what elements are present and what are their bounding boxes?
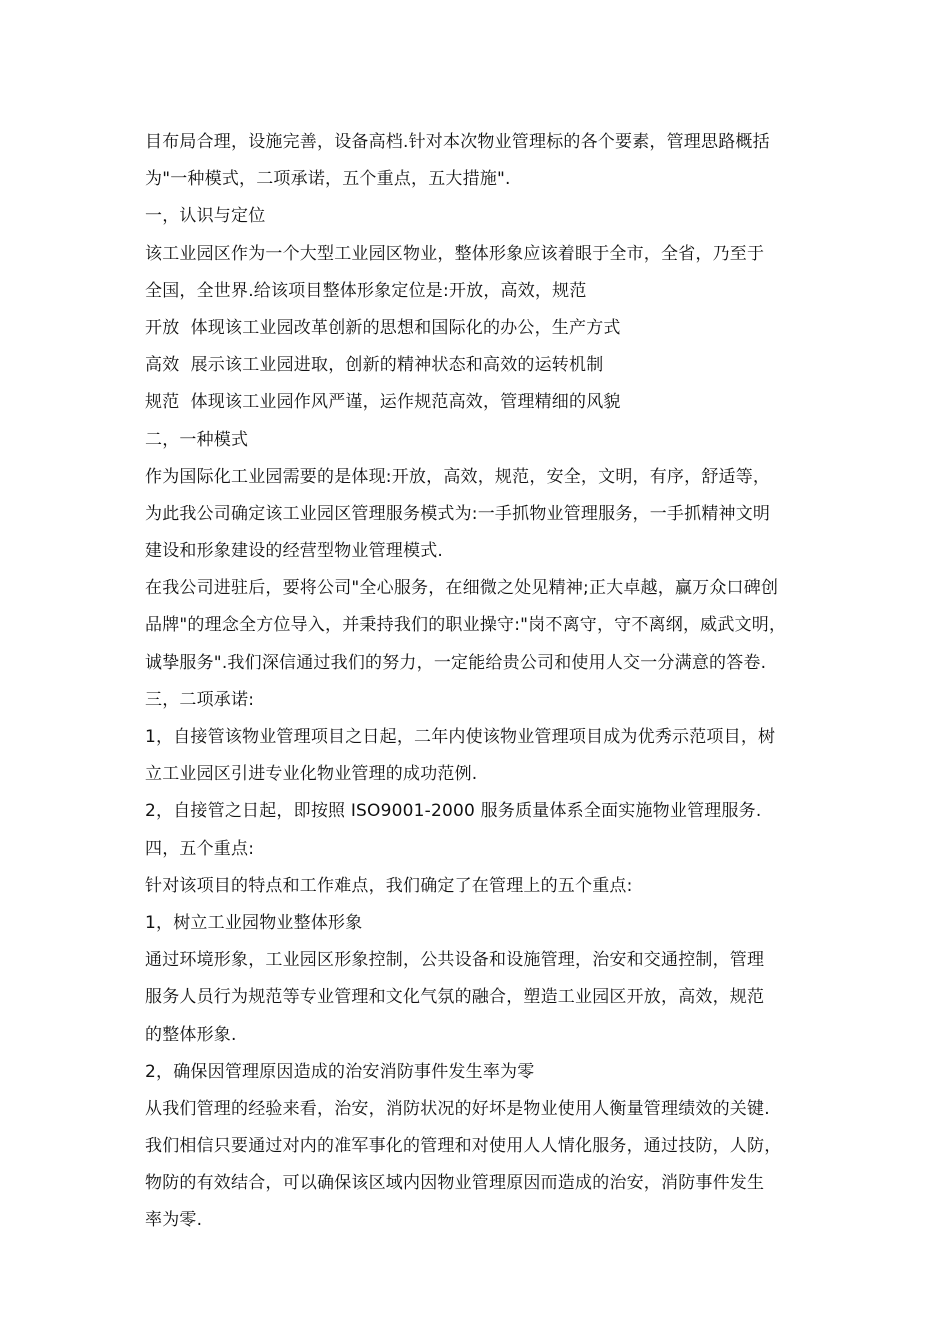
text-line: 从我们管理的经验来看，治安，消防状况的好坏是物业使用人衡量管理绩效的关键.: [145, 1098, 770, 1119]
section-heading: 四，五个重点:: [145, 838, 255, 859]
section-heading: 二，一种模式: [145, 429, 249, 450]
text-line: 在我公司进驻后，要将公司"全心服务，在细微之处见精神;正大卓越，赢万众口碑创: [145, 578, 779, 599]
text-line: 2，确保因管理原因造成的治安消防事件发生率为零: [145, 1061, 535, 1082]
text-line: 的整体形象.: [145, 1024, 237, 1045]
text-line: 率为零.: [145, 1210, 203, 1231]
text-line: 该工业园区作为一个大型工业园区物业，整体形象应该着眼于全市，全省，乃至于: [145, 243, 765, 264]
text-line: 诚挚服务".我们深信通过我们的努力，一定能给贵公司和使用人交一分满意的答卷.: [145, 652, 767, 673]
text-line: 2，自接管之日起，即按照 ISO9001-2000 服务质量体系全面实施物业管理服务.: [145, 801, 762, 822]
text-line: 规范 体现该工业园作风严谨，运作规范高效，管理精细的风貌: [145, 392, 621, 413]
text-line: 目布局合理，设施完善，设备高档.针对本次物业管理标的各个要素，管理思路概括: [145, 132, 770, 152]
text-line: 针对该项目的特点和工作难点，我们确定了在管理上的五个重点:: [145, 875, 633, 896]
text-line: 1，树立工业园物业整体形象: [145, 912, 363, 933]
text-line: 为"一种模式，二项承诺，五个重点，五大措施".: [145, 169, 511, 190]
section-heading: 三，二项承诺:: [145, 689, 255, 710]
text-line: 服务人员行为规范等专业管理和文化气氛的融合，塑造工业园区开放，高效，规范: [145, 987, 765, 1008]
text-line: 作为国际化工业园需要的是体现:开放，高效，规范，安全，文明，有序，舒适等，: [145, 466, 771, 487]
text-line: 建设和形象建设的经营型物业管理模式.: [145, 541, 444, 562]
text-line: 高效 展示该工业园进取，创新的精神状态和高效的运转机制: [145, 355, 604, 376]
section-heading: 一，认识与定位: [145, 206, 266, 227]
text-line: 1，自接管该物业管理项目之日起，二年内使该物业管理项目成为优秀示范项目，树: [145, 727, 776, 747]
text-line: 通过环境形象，工业园区形象控制，公共设备和设施管理，治安和交通控制，管理: [145, 950, 765, 971]
text-line: 全国，全世界.给该项目整体形象定位是:开放，高效，规范: [145, 280, 587, 301]
text-line: 为此我公司确定该工业园区管理服务模式为:一手抓物业管理服务，一手抓精神文明: [145, 503, 771, 524]
text-line: 立工业园区引进专业化物业管理的成功范例.: [145, 764, 478, 785]
text-line: 开放 体现该工业园改革创新的思想和国际化的办公，生产方式: [145, 317, 621, 338]
document-page: [145, 124, 845, 1240]
text-line: 我们相信只要通过对内的准军事化的管理和对使用人人情化服务，通过技防，人防，: [145, 1136, 782, 1157]
text-line: 品牌"的理念全方位导入，并秉持我们的职业操守:"岗不离守，守不离纲，威武文明，: [145, 615, 787, 636]
text-line: 物防的有效结合，可以确保该区域内因物业管理原因而造成的治安，消防事件发生: [145, 1173, 765, 1194]
